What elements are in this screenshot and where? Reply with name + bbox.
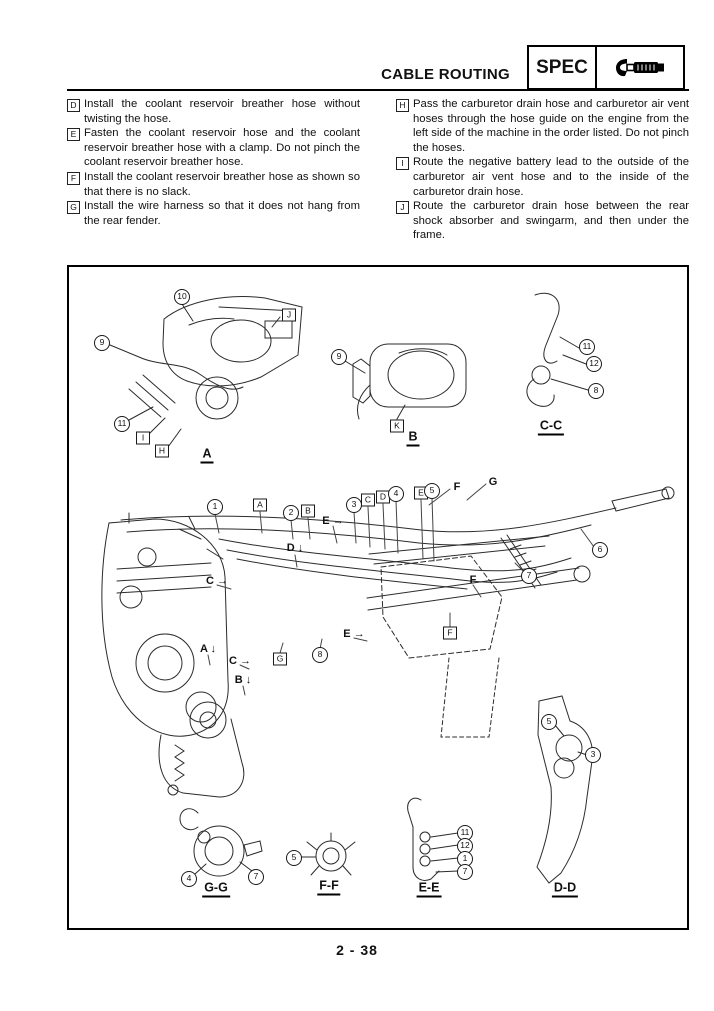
- section-mark: G: [488, 476, 498, 488]
- view-label: C-C: [538, 419, 564, 436]
- instructions-left-column: [67, 97, 360, 243]
- callout-key: C: [361, 494, 375, 507]
- callout-number: 5: [541, 714, 557, 730]
- section-mark: F: [453, 481, 461, 493]
- instruction-key: J: [396, 201, 409, 214]
- spec-box: [527, 45, 685, 90]
- instruction-key: I: [396, 157, 409, 170]
- callout-number: 8: [312, 647, 328, 663]
- view-label: D-D: [552, 881, 578, 898]
- callout-number: 5: [424, 483, 440, 499]
- callout-key: B: [301, 505, 315, 518]
- section-mark: B ↓: [234, 674, 252, 686]
- page-title: CABLE ROUTING: [381, 66, 510, 83]
- instruction-text: Install the coolant reservoir breather hose without twisting the hose.: [84, 98, 360, 125]
- instruction-item: [396, 97, 689, 155]
- callout-number: 8: [588, 383, 604, 399]
- callout-number: 11: [114, 416, 130, 432]
- callout-number: 1: [457, 851, 473, 867]
- instruction-text: Fasten the coolant reservoir hose and the coolant reservoir breather hose with a clamp. Do not pinch the coolant reservoir breather hose.: [84, 127, 360, 169]
- callout-number: 4: [388, 486, 404, 502]
- section-mark: C →: [206, 575, 228, 587]
- callout-number: 10: [174, 289, 190, 305]
- callout-key: D: [376, 491, 390, 504]
- callout-number: 12: [457, 838, 473, 854]
- callout-number: 7: [521, 568, 537, 584]
- callout-key: K: [390, 420, 404, 433]
- callout-number: 4: [181, 871, 197, 887]
- instruction-key: H: [396, 99, 409, 112]
- cable-routing-diagram: [67, 265, 689, 930]
- instruction-item: [396, 199, 689, 243]
- callout-number: 6: [592, 542, 608, 558]
- instruction-text: Install the coolant reservoir breather hose as shown so that there is no slack.: [84, 170, 360, 198]
- instruction-item: [67, 97, 360, 126]
- section-mark: D ↓: [286, 542, 304, 554]
- instruction-key: E: [67, 128, 80, 141]
- instruction-key: F: [67, 172, 80, 185]
- callout-number: 12: [586, 356, 602, 372]
- instruction-text: Route the negative battery lead to the outside of the carburetor air vent hose and to the inside of the carburetor drain hose.: [413, 156, 689, 198]
- callout-key: A: [253, 499, 267, 512]
- header-rule: [67, 89, 689, 91]
- callout-key: I: [136, 432, 150, 445]
- instruction-item: [67, 199, 360, 228]
- callout-number: 1: [207, 499, 223, 515]
- instruction-key: D: [67, 99, 80, 112]
- section-mark: E →: [343, 628, 365, 640]
- view-label: B: [406, 430, 419, 447]
- section-mark: E →: [322, 515, 344, 527]
- callout-key: F: [443, 627, 457, 640]
- page-number: 2 - 38: [336, 942, 378, 958]
- callout-number: 9: [94, 335, 110, 351]
- view-label: A: [200, 447, 213, 464]
- callout-number: 3: [346, 497, 362, 513]
- callout-layer: [69, 267, 687, 928]
- callout-number: 11: [457, 825, 473, 841]
- instruction-item: [396, 155, 689, 199]
- spec-label: SPEC: [529, 47, 597, 88]
- instruction-item: [67, 170, 360, 199]
- callout-key: E: [414, 487, 428, 500]
- callout-number: 3: [585, 747, 601, 763]
- callout-key: H: [155, 445, 169, 458]
- instructions-section: [67, 97, 689, 243]
- instruction-item: [67, 126, 360, 170]
- micrometer-icon: [597, 47, 683, 88]
- callout-number: 2: [283, 505, 299, 521]
- section-mark: F: [469, 574, 477, 586]
- callout-number: 11: [579, 339, 595, 355]
- view-label: F-F: [317, 879, 340, 896]
- callout-number: 7: [457, 864, 473, 880]
- section-mark: A ↓: [199, 643, 217, 655]
- view-label: G-G: [202, 881, 230, 898]
- view-label: E-E: [417, 881, 442, 898]
- instruction-text: Pass the carburetor drain hose and carburetor air vent hoses through the hose guide on the engine from the left side of the machine in the order listed. Do not pinch the hoses.: [413, 98, 689, 154]
- instructions-right-column: [396, 97, 689, 243]
- callout-number: 9: [331, 349, 347, 365]
- callout-key: J: [282, 309, 296, 322]
- instruction-key: G: [67, 201, 80, 214]
- instruction-text: Route the carburetor drain hose between the rear shock absorber and swingarm, and then under the frame.: [413, 200, 689, 242]
- callout-number: 7: [248, 869, 264, 885]
- callout-number: 5: [286, 850, 302, 866]
- section-mark: C →: [229, 655, 251, 667]
- callout-key: G: [273, 653, 287, 666]
- instruction-text: Install the wire harness so that it does not hang from the rear fender.: [84, 200, 360, 227]
